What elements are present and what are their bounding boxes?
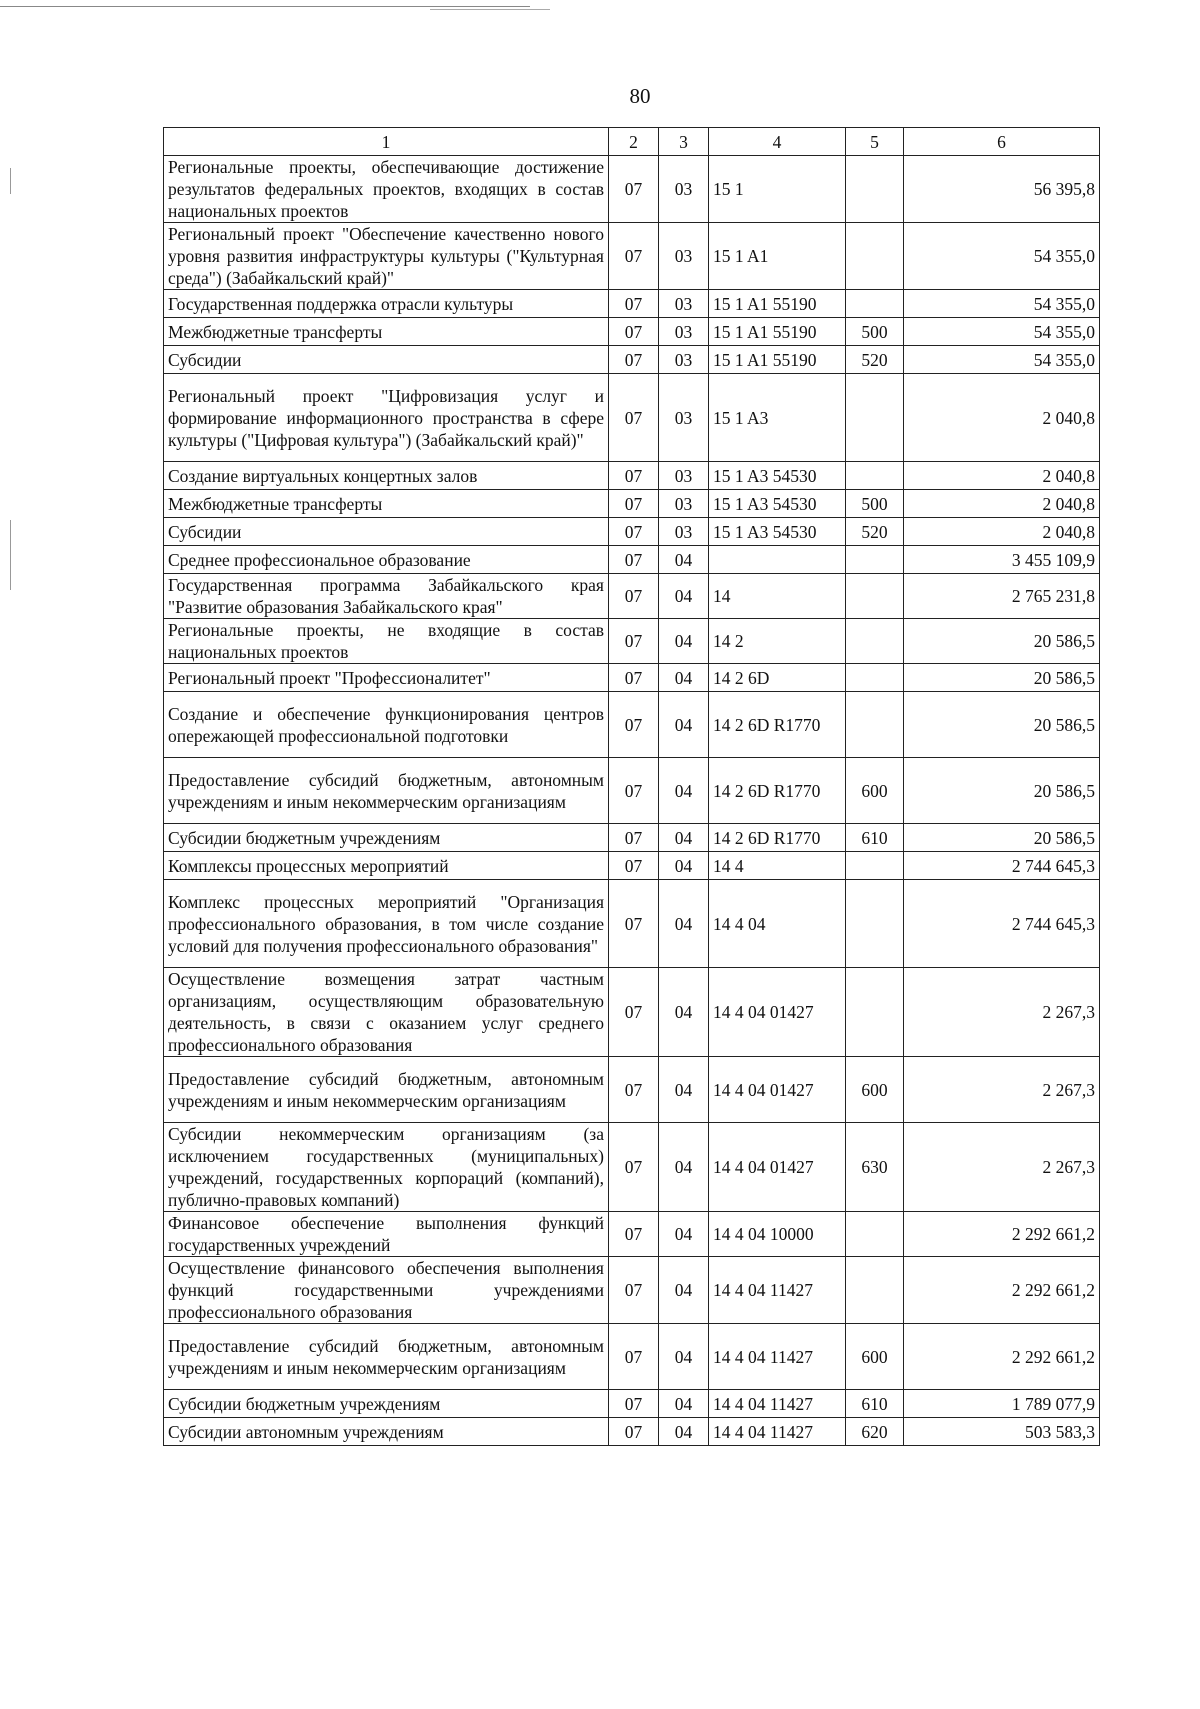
column-header: 1 [164,128,609,156]
amount-cell: 2 292 661,2 [904,1212,1100,1257]
target-article-cell: 14 2 6D R1770 [709,758,846,824]
column-header: 5 [846,128,904,156]
section-code-cell: 07 [609,346,659,374]
row-name-cell: Комплекс процессных мероприятий "Организация профессионального образования, в том числе создание условий для получения профессионального образования" [164,880,609,968]
subsection-code-cell: 04 [659,1390,709,1418]
section-code-cell: 07 [609,619,659,664]
section-code-cell: 07 [609,1324,659,1390]
amount-cell: 1 789 077,9 [904,1390,1100,1418]
section-code-cell: 07 [609,490,659,518]
target-article-cell: 14 4 [709,852,846,880]
expense-type-cell [846,880,904,968]
section-code-cell: 07 [609,692,659,758]
amount-cell: 20 586,5 [904,692,1100,758]
target-article-cell: 15 1 A3 54530 [709,518,846,546]
subsection-code-cell: 04 [659,619,709,664]
target-article-cell: 15 1 [709,156,846,223]
table-row [164,490,1100,518]
scan-edge-line [0,6,530,7]
amount-cell: 2 292 661,2 [904,1257,1100,1324]
amount-cell: 2 040,8 [904,518,1100,546]
table-row [164,574,1100,619]
expense-type-cell: 500 [846,318,904,346]
column-header: 3 [659,128,709,156]
amount-cell: 54 355,0 [904,346,1100,374]
subsection-code-cell: 03 [659,490,709,518]
amount-cell: 54 355,0 [904,318,1100,346]
section-code-cell: 07 [609,880,659,968]
row-name-cell: Государственная программа Забайкальского края "Развитие образования Забайкальского края" [164,574,609,619]
target-article-cell: 14 2 6D R1770 [709,824,846,852]
section-code-cell: 07 [609,290,659,318]
target-article-cell: 14 4 04 11427 [709,1324,846,1390]
expense-type-cell: 520 [846,518,904,546]
target-article-cell: 14 4 04 01427 [709,1123,846,1212]
target-article-cell: 15 1 A1 [709,223,846,290]
subsection-code-cell: 03 [659,318,709,346]
amount-cell: 54 355,0 [904,223,1100,290]
target-article-cell: 14 4 04 01427 [709,1057,846,1123]
expense-type-cell: 600 [846,1324,904,1390]
target-article-cell: 14 4 04 [709,880,846,968]
section-code-cell: 07 [609,374,659,462]
amount-cell: 503 583,3 [904,1418,1100,1446]
amount-cell: 2 040,8 [904,490,1100,518]
table-row [164,462,1100,490]
table-row [164,1257,1100,1324]
section-code-cell: 07 [609,1390,659,1418]
expense-type-cell [846,1257,904,1324]
table-row [164,692,1100,758]
amount-cell: 2 292 661,2 [904,1324,1100,1390]
table-row [164,1123,1100,1212]
amount-cell: 3 455 109,9 [904,546,1100,574]
subsection-code-cell: 04 [659,880,709,968]
table-row [164,824,1100,852]
amount-cell: 20 586,5 [904,824,1100,852]
section-code-cell: 07 [609,156,659,223]
section-code-cell: 07 [609,462,659,490]
target-article-cell: 14 4 04 11427 [709,1257,846,1324]
subsection-code-cell: 04 [659,1418,709,1446]
subsection-code-cell: 03 [659,518,709,546]
section-code-cell: 07 [609,318,659,346]
expense-type-cell: 500 [846,490,904,518]
budget-table [163,127,1100,1446]
section-code-cell: 07 [609,574,659,619]
expense-type-cell: 600 [846,758,904,824]
section-code-cell: 07 [609,1212,659,1257]
subsection-code-cell: 03 [659,156,709,223]
row-name-cell: Субсидии [164,346,609,374]
scan-edge-line [430,9,550,10]
expense-type-cell: 520 [846,346,904,374]
row-name-cell: Межбюджетные трансферты [164,490,609,518]
amount-cell: 2 744 645,3 [904,852,1100,880]
table-row [164,290,1100,318]
section-code-cell: 07 [609,968,659,1057]
page-number: 80 [629,84,651,108]
expense-type-cell [846,290,904,318]
row-name-cell: Осуществление финансового обеспечения выполнения функций государственными учреждениями профессионального образования [164,1257,609,1324]
section-code-cell: 07 [609,1123,659,1212]
subsection-code-cell: 04 [659,1123,709,1212]
section-code-cell: 07 [609,824,659,852]
row-name-cell: Создание и обеспечение функционирования центров опережающей профессиональной подготовки [164,692,609,758]
row-name-cell: Межбюджетные трансферты [164,318,609,346]
section-code-cell: 07 [609,546,659,574]
target-article-cell: 15 1 A3 [709,374,846,462]
expense-type-cell [846,374,904,462]
expense-type-cell: 600 [846,1057,904,1123]
expense-type-cell [846,546,904,574]
section-code-cell: 07 [609,518,659,546]
column-header: 2 [609,128,659,156]
row-name-cell: Создание виртуальных концертных залов [164,462,609,490]
expense-type-cell: 610 [846,824,904,852]
header-row [164,128,1100,156]
expense-type-cell [846,156,904,223]
amount-cell: 2 267,3 [904,968,1100,1057]
target-article-cell: 14 [709,574,846,619]
table-body [164,156,1100,1446]
expense-type-cell [846,692,904,758]
amount-cell: 2 040,8 [904,374,1100,462]
row-name-cell: Предоставление субсидий бюджетным, автономным учреждениям и иным некоммерческим организациям [164,1324,609,1390]
row-name-cell: Комплексы процессных мероприятий [164,852,609,880]
section-code-cell: 07 [609,223,659,290]
target-article-cell: 15 1 A1 55190 [709,318,846,346]
table-row [164,374,1100,462]
row-name-cell: Региональный проект "Обеспечение качественно нового уровня развития инфраструктуры культуры ("Культурная среда") (Забайкальский край)" [164,223,609,290]
row-name-cell: Субсидии автономным учреждениям [164,1418,609,1446]
expense-type-cell [846,223,904,290]
section-code-cell: 07 [609,1418,659,1446]
expense-type-cell [846,462,904,490]
amount-cell: 20 586,5 [904,619,1100,664]
amount-cell: 2 267,3 [904,1057,1100,1123]
table-row [164,1212,1100,1257]
table-row [164,1390,1100,1418]
row-name-cell: Субсидии некоммерческим организациям (за исключением государственных (муниципальных) учреждений, государственных корпораций (компаний), публично-правовых компаний) [164,1123,609,1212]
amount-cell: 56 395,8 [904,156,1100,223]
target-article-cell: 15 1 A1 55190 [709,290,846,318]
target-article-cell: 14 4 04 11427 [709,1418,846,1446]
row-name-cell: Субсидии [164,518,609,546]
amount-cell: 20 586,5 [904,664,1100,692]
target-article-cell: 15 1 A3 54530 [709,462,846,490]
expense-type-cell [846,1212,904,1257]
target-article-cell: 15 1 A3 54530 [709,490,846,518]
row-name-cell: Финансовое обеспечение выполнения функций государственных учреждений [164,1212,609,1257]
table-row [164,546,1100,574]
amount-cell: 20 586,5 [904,758,1100,824]
expense-type-cell: 620 [846,1418,904,1446]
table-row [164,968,1100,1057]
section-code-cell: 07 [609,758,659,824]
subsection-code-cell: 04 [659,852,709,880]
subsection-code-cell: 04 [659,1212,709,1257]
table-row [164,318,1100,346]
column-header: 6 [904,128,1100,156]
amount-cell: 2 744 645,3 [904,880,1100,968]
table-row [164,518,1100,546]
row-name-cell: Осуществление возмещения затрат частным организациям, осуществляющим образовательную деятельность, в связи с оказанием услуг среднего профессионального образования [164,968,609,1057]
section-code-cell: 07 [609,1257,659,1324]
row-name-cell: Субсидии бюджетным учреждениям [164,1390,609,1418]
amount-cell: 54 355,0 [904,290,1100,318]
subsection-code-cell: 04 [659,1257,709,1324]
expense-type-cell [846,664,904,692]
expense-type-cell [846,852,904,880]
subsection-code-cell: 03 [659,374,709,462]
table-row [164,1057,1100,1123]
table-row [164,619,1100,664]
subsection-code-cell: 04 [659,574,709,619]
section-code-cell: 07 [609,664,659,692]
expense-type-cell: 630 [846,1123,904,1212]
scan-margin-mark [10,168,11,194]
subsection-code-cell: 04 [659,968,709,1057]
row-name-cell: Региональный проект "Цифровизация услуг и формирование информационного пространства в сфере культуры ("Цифровая культура") (Забайкальский край)" [164,374,609,462]
table-row [164,664,1100,692]
table-row [164,223,1100,290]
row-name-cell: Региональный проект "Профессионалитет" [164,664,609,692]
amount-cell: 2 765 231,8 [904,574,1100,619]
section-code-cell: 07 [609,1057,659,1123]
column-header: 4 [709,128,846,156]
subsection-code-cell: 03 [659,290,709,318]
target-article-cell: 14 2 6D R1770 [709,692,846,758]
table-row [164,346,1100,374]
expense-type-cell [846,619,904,664]
table-row [164,880,1100,968]
target-article-cell: 15 1 A1 55190 [709,346,846,374]
row-name-cell: Среднее профессиональное образование [164,546,609,574]
table-row [164,758,1100,824]
row-name-cell: Региональные проекты, не входящие в состав национальных проектов [164,619,609,664]
subsection-code-cell: 03 [659,223,709,290]
subsection-code-cell: 04 [659,758,709,824]
table-row [164,1324,1100,1390]
row-name-cell: Государственная поддержка отрасли культуры [164,290,609,318]
scan-margin-mark [10,520,11,590]
target-article-cell: 14 2 6D [709,664,846,692]
table-row [164,156,1100,223]
subsection-code-cell: 04 [659,824,709,852]
target-article-cell: 14 4 04 10000 [709,1212,846,1257]
subsection-code-cell: 04 [659,664,709,692]
subsection-code-cell: 04 [659,1324,709,1390]
row-name-cell: Предоставление субсидий бюджетным, автономным учреждениям и иным некоммерческим организациям [164,1057,609,1123]
target-article-cell: 14 4 04 01427 [709,968,846,1057]
table-row [164,1418,1100,1446]
expense-type-cell [846,968,904,1057]
subsection-code-cell: 04 [659,1057,709,1123]
expense-type-cell [846,574,904,619]
subsection-code-cell: 04 [659,692,709,758]
target-article-cell: 14 2 [709,619,846,664]
row-name-cell: Предоставление субсидий бюджетным, автономным учреждениям и иным некоммерческим организациям [164,758,609,824]
subsection-code-cell: 04 [659,546,709,574]
amount-cell: 2 267,3 [904,1123,1100,1212]
table-row [164,852,1100,880]
amount-cell: 2 040,8 [904,462,1100,490]
row-name-cell: Региональные проекты, обеспечивающие достижение результатов федеральных проектов, входящих в состав национальных проектов [164,156,609,223]
target-article-cell [709,546,846,574]
expense-type-cell: 610 [846,1390,904,1418]
target-article-cell: 14 4 04 11427 [709,1390,846,1418]
subsection-code-cell: 03 [659,346,709,374]
section-code-cell: 07 [609,852,659,880]
subsection-code-cell: 03 [659,462,709,490]
row-name-cell: Субсидии бюджетным учреждениям [164,824,609,852]
